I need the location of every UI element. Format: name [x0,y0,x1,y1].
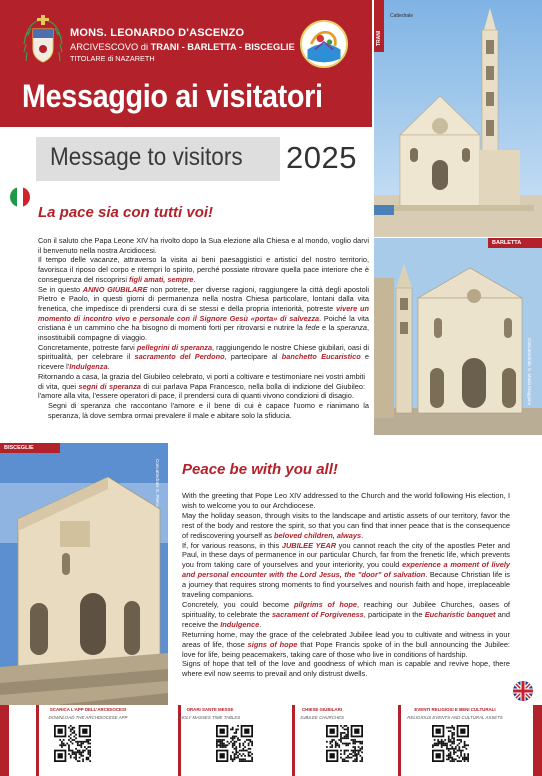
italian-body [38,236,369,420]
footer-side-bar-right [533,705,542,776]
english-body [182,491,510,679]
footer-item-app[interactable]: SCARICA L'APP DELL'ARCIDIOCESI DOWNLOAD THE ARCHDIOCESE APP [44,705,144,776]
qr-code-icon[interactable] [432,725,469,762]
year-label: 2025 [286,140,357,175]
english-heading: Peace be with you all! [182,461,338,478]
jubilee-logo-icon [300,20,348,68]
english-paragraph: Returning home, may the grace of the celebrated Jubilee lead you to cultivate and witness in your areas of life, those signs of hope that Pope Francis spoke of in the bull announcing the Jubilee: love for life, being peacemakers, taking care of those who live in conditions of hardship. [182,629,510,659]
uk-flag-icon [513,681,533,701]
qr-code-icon[interactable] [326,725,363,762]
italian-paragraph: Segni di speranza che raccontano l'amore e il bene di cui è capace l'uomo e rianimano la speranza, là dove sembra ormai prevalere il male e abitare solo la sfiducia. [48,400,369,420]
italian-paragraph: Ritornando a casa, la grazia del Giubileo celebrato, vi porti a coltivare e testimoniare nei vostri ambiti di vita, quei segni di speranza di cui parlava Papa Francesco, nella bolla di indizione del Giubileo: l'amore alla vita, l'essere operatori di pace, il prendersi cura di quanti vivono condizioni di disagio. [38,371,365,401]
archbishop-crest-icon [22,14,64,76]
photo-tag-trani-text: TRANI [376,30,382,46]
english-paragraph: May the holiday season, through visits to the landscape and artistic assets of our territory, favor the rest of the body and restore the spirit, so that you can find that inner peace that is the consequence of rediscovering yourself as beloved children, always. [182,510,510,540]
english-paragraph: Signs of hope that tell of the love and goodness of which man is capable and revive hope, there where evil now seems to prevail and only distrust dwells. [182,659,510,679]
page-subtitle: Message to visitors [50,143,243,171]
italian-heading: La pace sia con tutti voi! [38,204,214,221]
english-paragraph: If, for various reasons, in this JUBILEE YEAR you cannot reach the city of the apostles Peter and Paul, in these days of permanence in our particular Church, far from the frenetic life, which prevents you from taking care of yourselves and your interiority, you could experience a moment of lively and personal encounter with the Lord Jesus, the "door" of salvation. Because Christian life is a journey that requires strong moments to find yourselves and nourish faith and hope, irreplaceable traveling companions. [182,540,510,600]
photo-tag-barletta [488,238,542,248]
italian-paragraph: Il tempo delle vacanze, attraverso la visita ai beni paesaggistici e artistici del nostro territorio, favorisca il riposo del corpo e ritempri lo spirito, perché possiate ritrovare quella pace interiore che è conseguenza del riscoprirsi figli amati, sempre. [38,255,369,284]
english-paragraph: With the greeting that Pope Leo XIV addressed to the Church and the world following His election, I wish to welcome you to our Archdiocese. [182,491,510,510]
bishop-name: MONS. LEONARDO D'ASCENZO [70,27,245,39]
italian-paragraph: Concretamente, potreste farvi pellegrini di speranza, raggiungendo le nostre Chiese giubilari, oasi di spiritualità, per celebrare il sacramento del Perdono, partecipare al banchetto Eucaristico e ricevere l'Indulgenza. [38,342,370,372]
bishop-role-sees: TRANI - BARLETTA - BISCEGLIE [150,42,295,52]
photo-tag-bisceglie-text: BISCEGLIE [4,445,34,451]
photo-caption-bisceglie: Concattedrale S. Pietro [155,459,160,507]
photo-trani-cathedral [374,0,542,237]
footer-item-jubilee[interactable]: CHIESE GIUBILARI JUBILEE CHURCHES [272,705,372,776]
italian-paragraph: Con il saluto che Papa Leone XIV ha rivolto dopo la Sua elezione alla Chiesa e al mondo, voglio darvi il benvenuto nella nostra Arcidiocesi. [38,236,369,255]
bishop-role [70,42,295,52]
italian-flag-icon [10,187,30,207]
photo-barletta-cathedral [374,238,542,435]
qr-code-icon[interactable] [54,725,91,762]
bishop-role-prefix: ARCIVESCOVO di [70,42,149,52]
photo-caption-trani: Cattedrale [390,13,414,19]
english-paragraph: Concretely, you could become pilgrims of hope, reaching our Jubilee Churches, oases of spirituality, to celebrate the sacrament of Forgiveness, participate in the Eucharistic banquet and receive the Indulgence. [182,599,510,629]
photo-tag-bisceglie [0,443,60,453]
footer-side-bar-left [0,705,9,776]
page-title: Messaggio ai visitatori [22,78,323,114]
footer-item-events[interactable]: EVENTI RELIGIOSI E BENI CULTURALI RELIGIOUS EVENTS AND CULTURAL ASSETS [392,705,512,776]
italian-paragraph: Se in questo ANNO GIUBILARE non potrete, per diverse ragioni, raggiungere la città degli apostoli Pietro e Paolo, in questi giorni di permanenza nella nostra Chiesa particolare, lontani dalla vita frenetica, che impedisce di prendersi cura di se stessi e della propria interiorità, potreste vivere un momento di incontro vivo e personale con il Signore Gesù «porta» di salvezza. Poiché la vita cristiana è un cammino che ha bisogno di momenti forti per ritrovarsi e nutrire la fede e la speranza, insostituibili compagne di viaggio. [38,284,369,343]
photo-caption-barletta: Concattedrale S. Maria Maggiore [527,338,532,406]
photo-tag-barletta-text: BARLETTA [492,240,522,246]
footer-item-masses[interactable]: ORARI SANTE MESSE HOLY MASSES TIME TABLES [160,705,260,776]
bishop-title: TITOLARE di NAZARETH [70,54,155,63]
qr-code-icon[interactable] [216,725,253,762]
